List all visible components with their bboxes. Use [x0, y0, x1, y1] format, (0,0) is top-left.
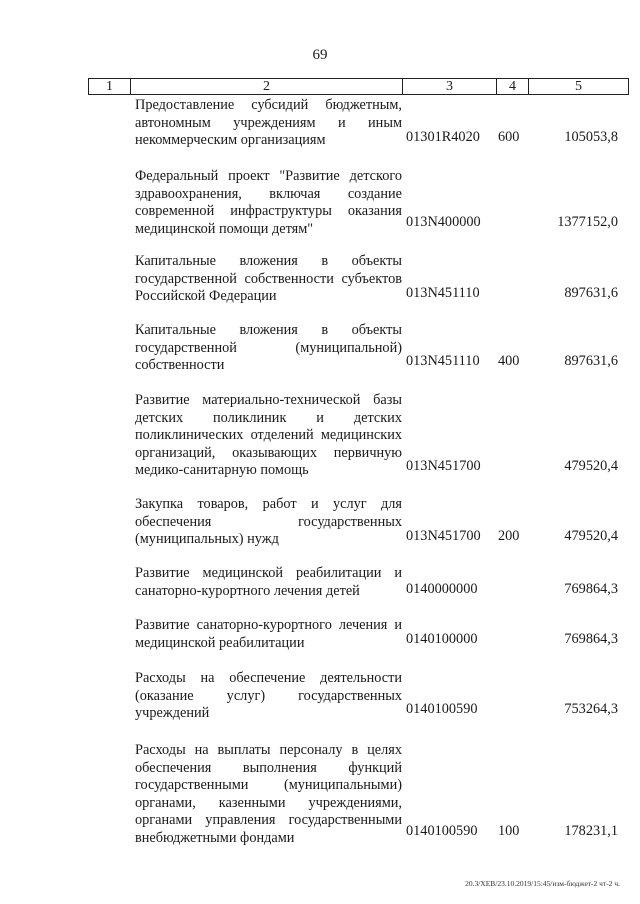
page-number: 69 [312, 47, 328, 63]
row-name: Развитие материально-технической базы детских поликлиник и детских поликлинических отделений медицинских организаций, оказывающих первичную медико-санитарную помощь [135, 392, 402, 479]
row-amount: 769864,3 [564, 581, 618, 597]
column-header-4: 4 [497, 79, 529, 95]
column-header-1: 1 [89, 79, 131, 95]
row-amount: 105053,8 [564, 129, 618, 145]
row-name: Расходы на обеспечение деятельности (оказание услуг) государственных учреждений [135, 670, 402, 722]
row-name: Капитальные вложения в объекты государственной (муниципальной) собственности [135, 322, 402, 374]
column-header-3: 3 [403, 79, 497, 95]
row-type: 100 [498, 823, 520, 839]
row-code: 013N400000 [406, 214, 481, 230]
row-type: 600 [498, 129, 520, 145]
column-header-2: 2 [131, 79, 403, 95]
row-name: Закупка товаров, работ и услуг для обеспечения государственных (муниципальных) нужд [135, 496, 402, 548]
row-code: 013N451700 [406, 458, 481, 474]
document-footer: 20.3/ХЕВ/23.10.2019/15:45/изм-бюджет-2 чт-2 ч. [465, 879, 620, 888]
column-header-row [88, 78, 629, 95]
row-code: 013N451110 [406, 353, 480, 369]
row-amount: 897631,6 [564, 353, 618, 369]
row-amount: 178231,1 [564, 823, 618, 839]
row-name: Федеральный проект "Развитие детского здравоохранения, включая создание современной инфраструктуры оказания медицинской помощи детям" [135, 168, 402, 237]
row-amount: 479520,4 [564, 528, 618, 544]
row-code: 013N451700 [406, 528, 481, 544]
row-name: Предоставление субсидий бюджетным, автономным учреждениям и иным некоммерческим организациям [135, 97, 402, 149]
row-code: 0140100590 [406, 823, 478, 839]
row-code: 0140100000 [406, 631, 478, 647]
row-amount: 479520,4 [564, 458, 618, 474]
row-type: 200 [498, 528, 520, 544]
row-amount: 897631,6 [564, 285, 618, 301]
row-code: 0140000000 [406, 581, 478, 597]
row-code: 013N451110 [406, 285, 480, 301]
row-amount: 753264,3 [564, 701, 618, 717]
row-name: Капитальные вложения в объекты государственной собственности субъектов Российской Федерации [135, 253, 402, 305]
column-header-5: 5 [529, 79, 629, 95]
row-code: 0140100590 [406, 701, 478, 717]
row-amount: 769864,3 [564, 631, 618, 647]
row-name: Расходы на выплаты персоналу в целях обеспечения выполнения функций государственными (муниципальными) органами, казенными учреждениями, органами управления государственными внебюджетными фондами [135, 742, 402, 846]
row-amount: 1377152,0 [557, 214, 618, 230]
row-code: 01301R4020 [406, 129, 480, 145]
row-name: Развитие санаторно-курортного лечения и медицинской реабилитации [135, 617, 402, 651]
row-type: 400 [498, 353, 520, 369]
row-name: Развитие медицинской реабилитации и санаторно-курортного лечения детей [135, 565, 402, 599]
